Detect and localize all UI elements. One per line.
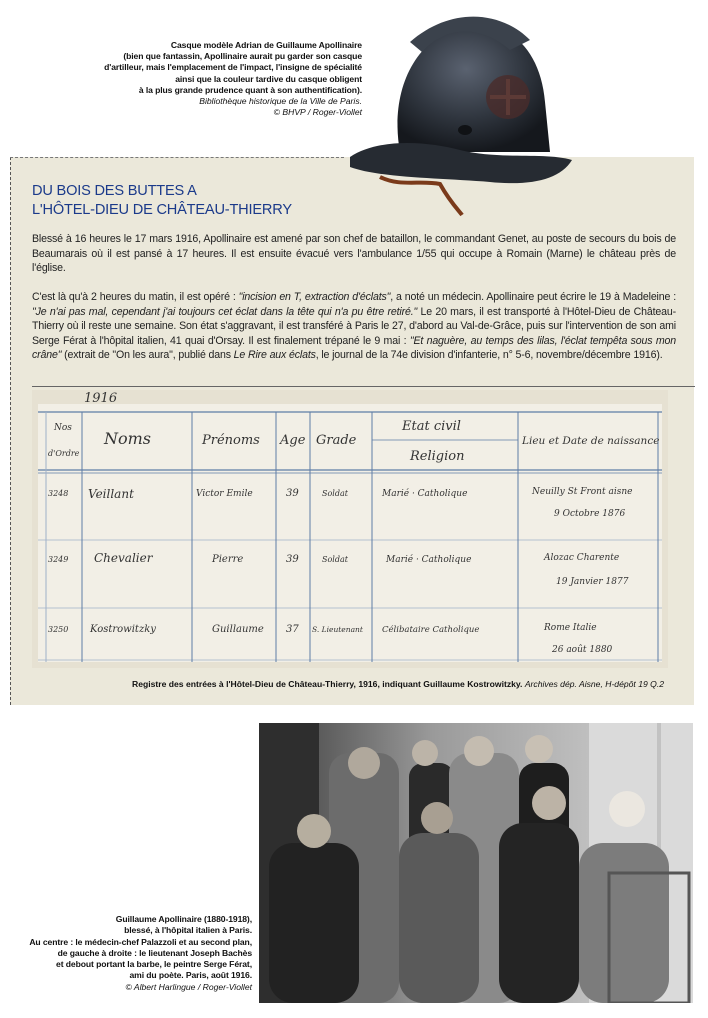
- section-rule: [32, 386, 695, 387]
- header-noms: Noms: [104, 429, 152, 448]
- p2-text: Le 20 mars, il est transporté à l'Hôtel-Dieu de Château-Thierry où il reste une semaine. Son état s'aggravant, il est transféré à Paris le 27, d'abord au Val-de-Grâce, puis sur l'intervention de son ami Serge Férat à l'hôpital italien, 41 quai d'Orsay. Il est finalement trépané le 9 mai :: [32, 305, 676, 347]
- row-etat: Célibataire Catholique: [382, 625, 480, 635]
- header-lieu: Lieu et Date de naissance: [522, 435, 660, 447]
- row-num: 3250: [48, 625, 69, 634]
- header-religion: Religion: [410, 449, 465, 464]
- header-etat-civil: Etat civil: [402, 419, 461, 434]
- row-lieu: Alozac Charente: [544, 553, 620, 563]
- p2-journal-title: Le Rire aux éclats: [233, 349, 316, 362]
- box-dashed-border-top: [10, 157, 344, 158]
- helmet-photo: [340, 2, 580, 217]
- photo-caption-line: de gauche à droite : le lieutenant Joseph Bachès: [57, 947, 252, 958]
- helmet-caption-line: ainsi que la couleur tardive du casque obligent: [175, 73, 362, 84]
- row-etat: Marié · Catholique: [382, 489, 468, 499]
- photo-caption-line: et debout portant la barbe, le peintre Serge Férat,: [56, 959, 252, 970]
- photo-caption: [20, 914, 252, 993]
- row-num: 3248: [48, 489, 69, 498]
- group-photo: [259, 723, 693, 1003]
- photo-caption-line: blessé, à l'hôpital italien à Paris.: [124, 925, 252, 936]
- header-num-1: Nos: [54, 423, 72, 433]
- row-nom: Veillant: [88, 487, 134, 501]
- article-title-line2: L'HÔTEL-DIEU DE CHÂTEAU-THIERRY: [32, 201, 292, 218]
- article-title: [32, 182, 292, 219]
- paragraph-1: Blessé à 16 heures le 17 mars 1916, Apollinaire est amené par son chef de bataillon, le commandant Genet, au poste de secours du bois de Beaumarais où il est pansé à 17 heures. Il est ensuite évacué vers l'ambulance 1/55 qui occupe à Romain (Marne) le château près de l'église.: [32, 233, 676, 275]
- row-age: 39: [286, 554, 299, 565]
- row-num: 3249: [48, 555, 69, 564]
- paragraph-2: [32, 290, 676, 363]
- helmet-caption-line: à la plus grande prudence quant à son authentification).: [138, 84, 362, 95]
- row-date: 19 Janvier 1877: [556, 577, 629, 587]
- photo-caption-credit: © Albert Harlingue / Roger-Viollet: [125, 981, 252, 992]
- photo-caption-line: Guillaume Apollinaire (1880-1918),: [115, 914, 252, 924]
- p2-quote: "Je n'ai pas mal, cependant j'ai toujours cet éclat dans la tête qui n'a pu être retiré.": [32, 305, 418, 318]
- register-caption-text: Registre des entrées à l'Hôtel-Dieu de Château-Thierry, 1916, indiquant Guillaume Kostrowitzky.: [131, 679, 523, 689]
- photo-caption-line: Au centre : le médecin-chef Palazzoli et au second plan,: [29, 936, 252, 947]
- header-age: Age: [280, 433, 306, 448]
- row-nom: Kostrowitzky: [90, 624, 156, 635]
- register-caption: [120, 679, 664, 690]
- row-date: 26 août 1880: [552, 645, 613, 655]
- p2-text: (extrait de "On les aura", publié dans: [61, 349, 234, 362]
- helmet-caption-line: Casque modèle Adrian de Guillaume Apollinaire: [170, 40, 362, 50]
- header-prenoms: Prénoms: [202, 433, 260, 448]
- helmet-caption: [60, 40, 362, 118]
- row-lieu: Rome Italie: [544, 623, 597, 633]
- row-age: 37: [286, 624, 299, 635]
- p2-text: , a noté un médecin. Apollinaire peut écrire le 19 à Madeleine :: [390, 291, 676, 303]
- helmet-caption-line: (bien que fantassin, Apollinaire aurait pu garder son casque: [123, 51, 362, 62]
- helmet-caption-source: Bibliothèque historique de la Ville de Paris.: [199, 96, 362, 107]
- row-date: 9 Octobre 1876: [554, 509, 626, 519]
- helmet-caption-credit: © BHVP / Roger-Viollet: [273, 107, 362, 118]
- row-prenom: Victor Emile: [196, 489, 253, 499]
- article-title-line1: DU BOIS DES BUTTES A: [32, 183, 197, 199]
- photo-caption-line: ami du poète. Paris, août 1916.: [129, 970, 252, 981]
- row-lieu: Neuilly St Front aisne: [532, 487, 633, 497]
- p2-quote: "incision en T, extraction d'éclats": [238, 291, 391, 303]
- row-prenom: Pierre: [212, 554, 244, 565]
- row-prenom: Guillaume: [212, 624, 264, 635]
- box-dashed-border-left: [10, 157, 11, 705]
- header-grade: Grade: [316, 433, 357, 448]
- p2-text: C'est là qu'à 2 heures du matin, il est opéré :: [32, 291, 239, 303]
- register-scan: [32, 390, 668, 668]
- header-num-2: d'Ordre: [48, 449, 80, 458]
- register-year: 1916: [84, 391, 118, 406]
- p2-text: , le journal de la 74e division d'infanterie, n° 5-6, novembre/décembre 1916).: [315, 349, 663, 362]
- row-nom: Chevalier: [94, 551, 153, 565]
- register-caption-source: Archives dép. Aisne, H-dépôt 19 Q.2: [524, 679, 664, 689]
- row-grade: S. Lieutenant: [312, 625, 363, 634]
- row-grade: Soldat: [322, 555, 348, 564]
- helmet-caption-line: d'artilleur, mais l'emplacement de l'impact, l'insigne de spécialité: [104, 62, 362, 73]
- p2-quote: "Et naguère, au temps des lilas, l'éclat tempêta sous mon crâne": [32, 334, 676, 362]
- row-grade: Soldat: [322, 489, 348, 498]
- row-etat: Marié · Catholique: [386, 555, 472, 565]
- row-age: 39: [286, 488, 299, 499]
